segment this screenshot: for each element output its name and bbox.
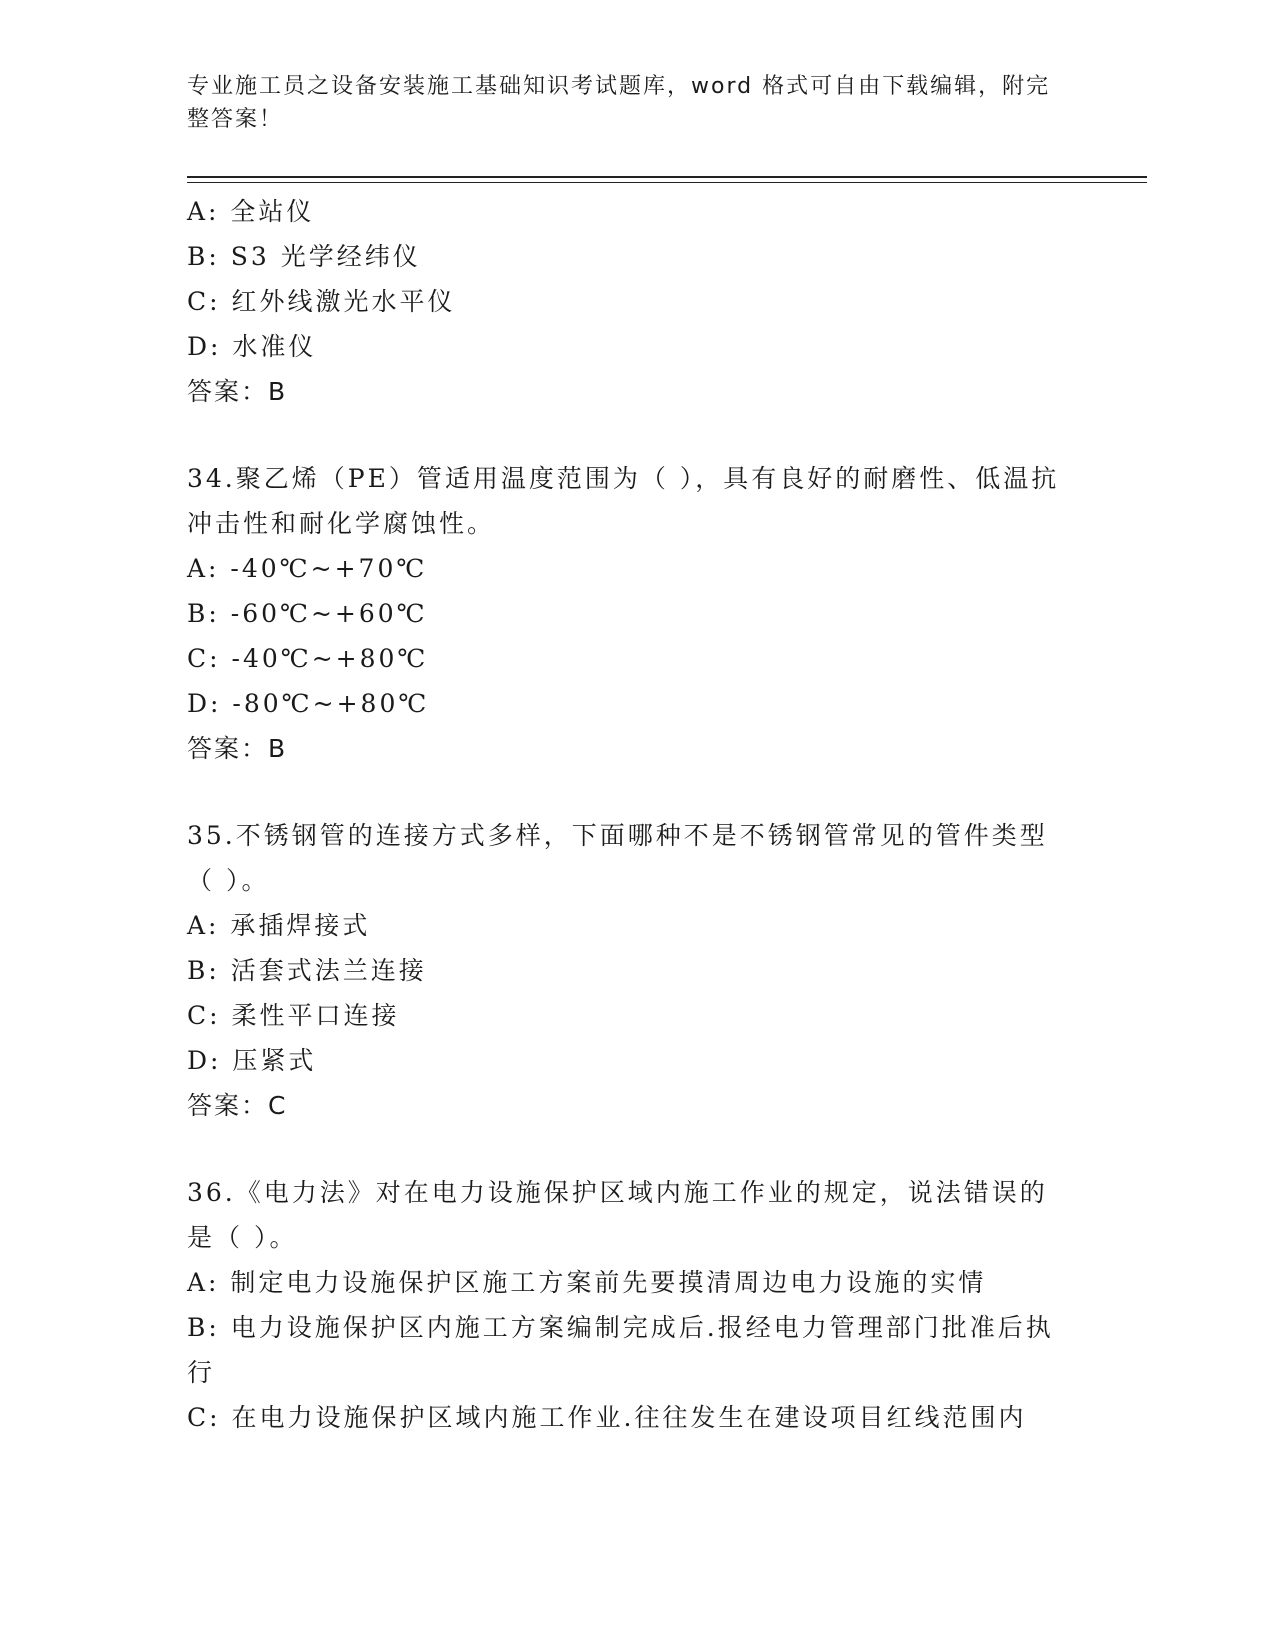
document-page: [187, 70, 1147, 1440]
option-b: B: S3 光学经纬仪: [187, 242, 421, 271]
option-c: C: 柔性平口连接: [187, 1001, 400, 1030]
question-stem: 35.不锈钢管的连接方式多样，下面哪种不是不锈钢管常见的管件类型（ ）。: [187, 821, 1048, 895]
option-c: C: -40℃~+80℃: [187, 644, 429, 673]
answer: 答案：B: [187, 734, 288, 763]
option-d: D: 压紧式: [187, 1046, 317, 1075]
option-a: A: 全站仪: [187, 197, 315, 226]
option-c: C: 红外线激光水平仪: [187, 287, 456, 316]
option-a: A: 承插焊接式: [187, 911, 371, 940]
option-c: C: 在电力设施保护区域内施工作业.往往发生在建设项目红线范围内: [187, 1403, 1027, 1432]
option-a: A: 制定电力设施保护区施工方案前先要摸清周边电力设施的实情: [187, 1268, 987, 1297]
question-stem: 36.《电力法》对在电力设施保护区域内施工作业的规定，说法错误的是（ ）。: [187, 1178, 1048, 1252]
question-35: [187, 813, 1147, 1128]
spacer: [187, 414, 1147, 456]
document-header: 专业施工员之设备安装施工基础知识考试题库，word 格式可自由下载编辑，附完整答案！: [187, 74, 1051, 132]
option-a: A: -40℃~+70℃: [187, 554, 428, 583]
header-divider: [187, 176, 1147, 183]
question-list: [187, 189, 1147, 1440]
question-34: [187, 456, 1147, 771]
answer: 答案：B: [187, 377, 288, 406]
question-33: [187, 189, 1147, 414]
option-d: D: -80℃~+80℃: [187, 689, 430, 718]
option-d: D: 水准仪: [187, 332, 317, 361]
question-36: [187, 1170, 1147, 1440]
answer: 答案：C: [187, 1091, 288, 1120]
spacer: [187, 771, 1147, 813]
spacer: [187, 1128, 1147, 1170]
question-stem: 34.聚乙烯（PE）管适用温度范围为（ ），具有良好的耐磨性、低温抗冲击性和耐化学腐蚀性。: [187, 464, 1060, 538]
option-b: B: 活套式法兰连接: [187, 956, 427, 985]
option-b: B: 电力设施保护区内施工方案编制完成后.报经电力管理部门批准后执行: [187, 1313, 1054, 1387]
option-b: B: -60℃~+60℃: [187, 599, 428, 628]
